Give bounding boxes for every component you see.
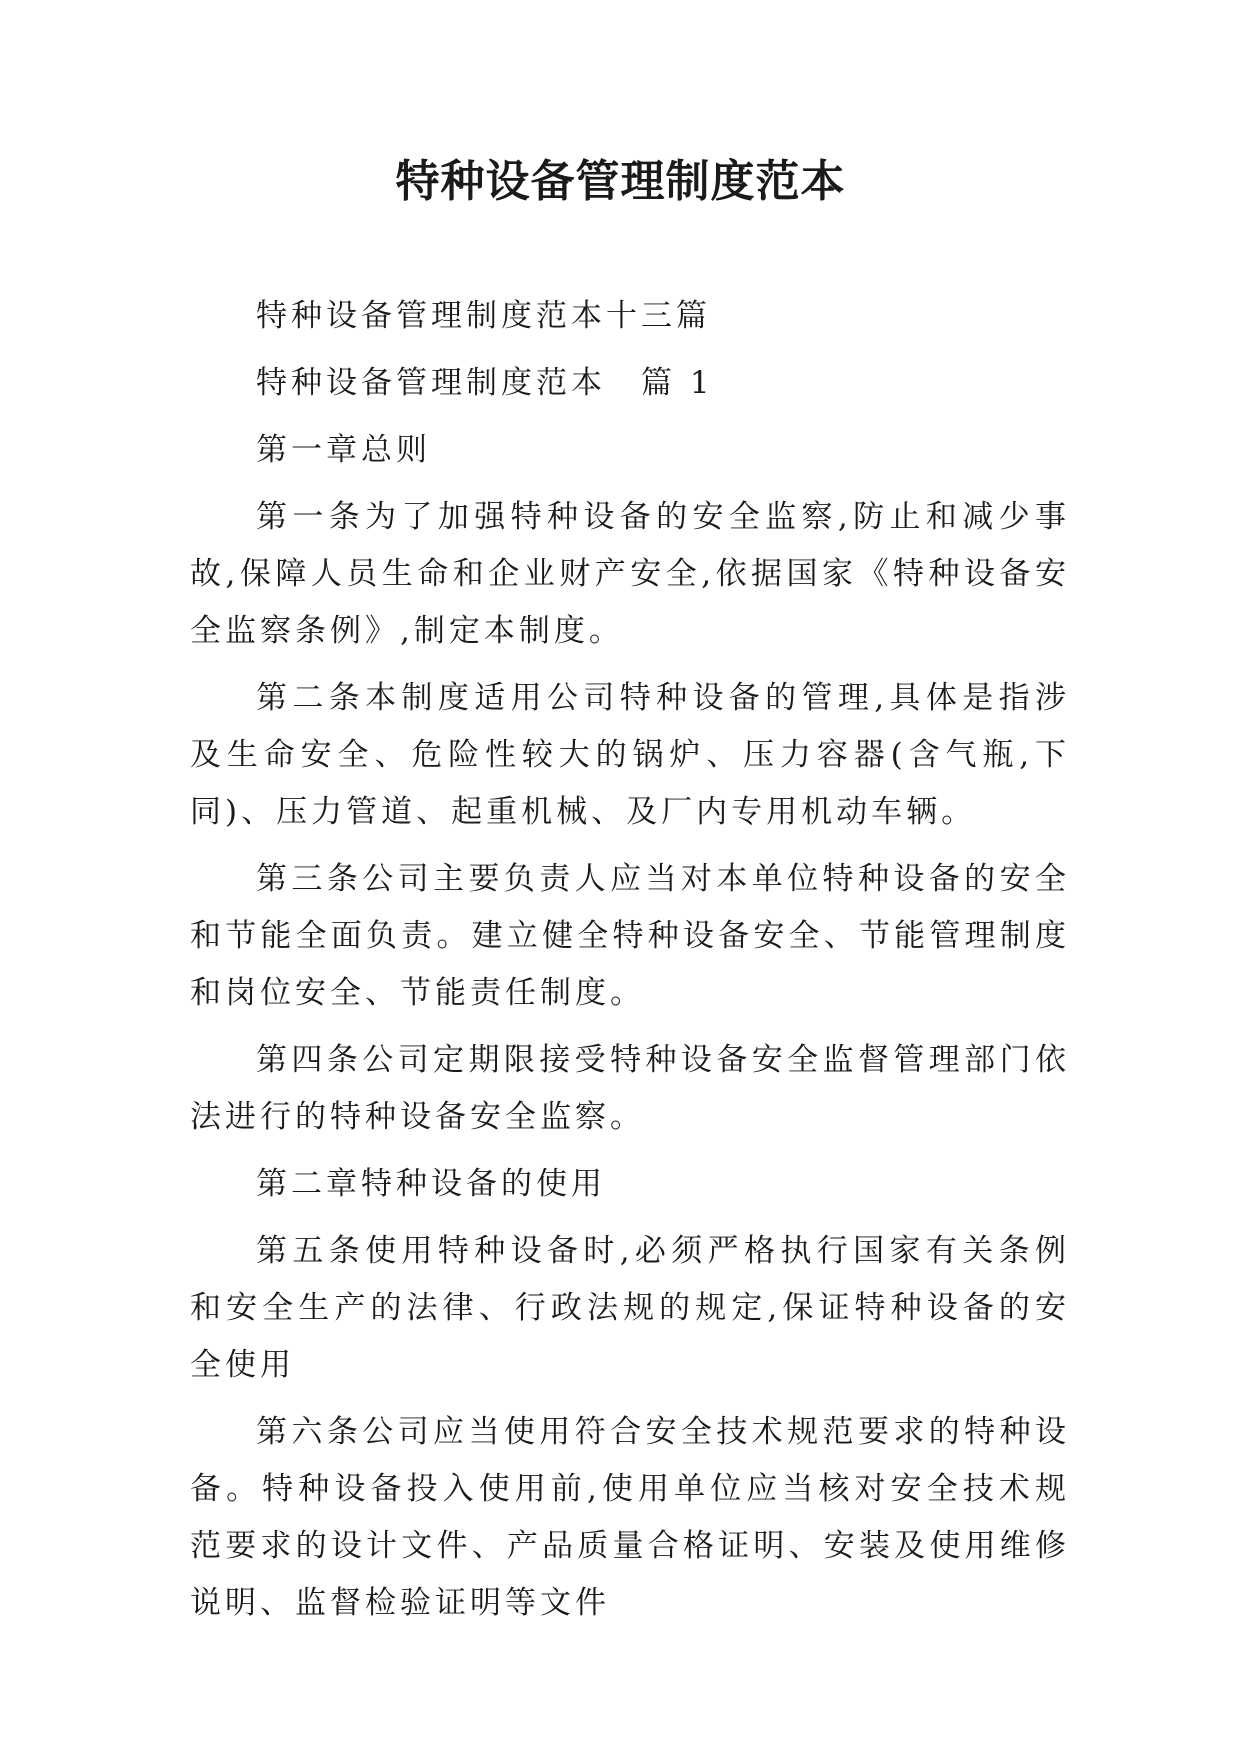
paragraph-article-3: 第三条公司主要负责人应当对本单位特种设备的安全和节能全面负责。建立健全特种设备安全、节能管理制度和岗位安全、节能责任制度。 (190, 861, 1070, 1011)
document-title: 特种设备管理制度范本 (395, 156, 846, 207)
paragraph-chapter-1-heading: 第一章总则 (256, 432, 431, 468)
paragraph-chapter-2-heading: 第二章特种设备的使用 (256, 1166, 606, 1202)
paragraph-section-heading: 特种设备管理制度范本 篇 1 (256, 365, 714, 401)
paragraph-article-5: 第五条使用特种设备时,必须严格执行国家有关条例和安全生产的法律、行政法规的规定,保证特种设备的安全使用 (190, 1233, 1070, 1383)
paragraph-article-6: 第六条公司应当使用符合安全技术规范要求的特种设备。特种设备投入使用前,使用单位应当核对安全技术规范要求的设计文件、产品质量合格证明、安装及使用维修说明、监督检验证明等文件 (190, 1414, 1070, 1621)
paragraph-article-1: 第一条为了加强特种设备的安全监察,防止和减少事故,保障人员生命和企业财产安全,依据国家《特种设备安全监察条例》,制定本制度。 (190, 499, 1070, 649)
paragraph-series-title: 特种设备管理制度范本十三篇 (256, 298, 711, 334)
paragraph-article-4: 第四条公司定期限接受特种设备安全监督管理部门依法进行的特种设备安全监察。 (190, 1042, 1070, 1135)
document-body (190, 288, 1070, 1642)
paragraph-article-2: 第二条本制度适用公司特种设备的管理,具体是指涉及生命安全、危险性较大的锅炉、压力容器(含气瓶,下同)、压力管道、起重机械、及厂内专用机动车辆。 (190, 680, 1070, 830)
